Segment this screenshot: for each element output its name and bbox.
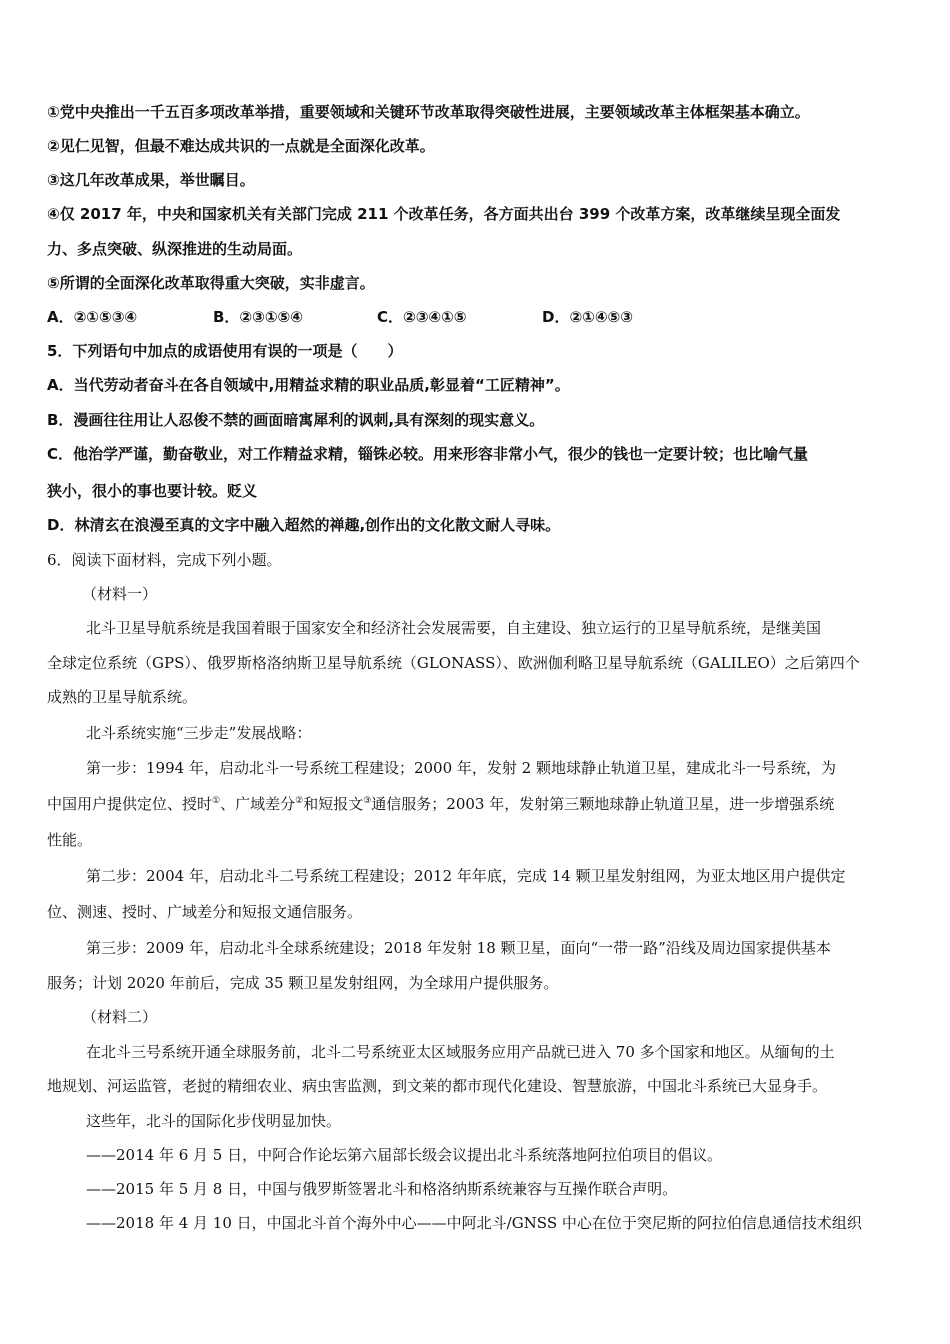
- footnote-3-marker: ③: [363, 796, 372, 806]
- q5-option-d: D．林清玄在浪漫至真的文字中融入超然的禅趣,创作出的文化散文耐人寻味。: [47, 516, 561, 534]
- m2-intl-intro: 这些年，北斗的国际化步伐明显加快。: [86, 1112, 342, 1130]
- q4-item-4: ④仅 2017 年，中央和国家机关有关部门完成 211 个改革任务，各方面共出台 399 个改革方案，改革继续呈现全面发: [47, 205, 841, 223]
- m2-event-2014: ——2014 年 6 月 5 日，中阿合作论坛第六届部长级会议提出北斗系统落地阿拉伯项目的倡议。: [86, 1146, 723, 1164]
- q5-option-b: B．漫画往往用让人忍俊不禁的画面暗寓犀利的讽刺,具有深刻的现实意义。: [47, 411, 545, 429]
- m1-paragraph-line-2: 全球定位系统（GPS）、俄罗斯格洛纳斯卫星导航系统（GLONASS）、欧洲伽利略卫星导航系统（GALILEO）之后第四个: [47, 654, 860, 672]
- q4-option-a: A．②①⑤③④: [47, 308, 138, 326]
- step1-text-b: 、广域差分: [220, 795, 296, 813]
- q4-item-5: ⑤所谓的全面深化改革取得重大突破，实非虚言。: [47, 274, 375, 292]
- material-2-label: （材料二）: [82, 1008, 158, 1026]
- step1-text-a: 中国用户提供定位、授时: [47, 795, 213, 813]
- q4-item-1: ①党中央推出一千五百多项改革举措，重要领域和关键环节改革取得突破性进展，主要领域改革主体框架基本确立。: [47, 103, 810, 121]
- q4-option-b: B．②③①⑤④: [213, 308, 303, 326]
- q4-item-4-cont: 力、多点突破、纵深推进的生动局面。: [47, 240, 303, 258]
- step2-line-2: 位、测速、授时、广域差分和短报文通信服务。: [47, 903, 363, 921]
- step1-text-c: 和短报文: [303, 795, 364, 813]
- q5-option-c-cont: 狭小，很小的事也要计较。贬义: [47, 482, 258, 500]
- material-1-label: （材料一）: [82, 585, 158, 603]
- q4-item-2: ②见仁见智，但最不难达成共识的一点就是全面深化改革。: [47, 137, 435, 155]
- q5-option-c: C．他治学严谨，勤奋敬业，对工作精益求精，锱铢必较。用来形容非常小气，很少的钱也一定要计较；也比喻气量: [47, 445, 809, 463]
- step1-line-1: 第一步：1994 年，启动北斗一号系统工程建设；2000 年，发射 2 颗地球静止轨道卫星，建成北斗一号系统，为: [86, 759, 836, 777]
- m1-paragraph-line-3: 成熟的卫星导航系统。: [47, 688, 198, 706]
- q5-stem: 5．下列语句中加点的成语使用有误的一项是（ ）: [47, 342, 403, 360]
- q4-option-d: D．②①④⑤③: [542, 308, 633, 326]
- footnote-1-marker: ①: [212, 796, 221, 806]
- m2-event-2018: ——2018 年 4 月 10 日，中国北斗首个海外中心——中阿北斗/GNSS 中心在位于突尼斯的阿拉伯信息通信技术组织: [86, 1214, 862, 1232]
- q6-stem: 6．阅读下面材料，完成下列小题。: [47, 551, 282, 569]
- q4-item-3: ③这几年改革成果，举世瞩目。: [47, 171, 255, 189]
- step1-line-3: 性能。: [47, 831, 93, 849]
- m2-paragraph-line-2: 地规划、河运监管，老挝的精细农业、病虫害监测，到文莱的都市现代化建设、智慧旅游，中国北斗系统已大显身手。: [47, 1077, 828, 1095]
- m1-strategy-intro: 北斗系统实施“三步走”发展战略：: [86, 724, 312, 742]
- q5-option-a: A．当代劳动者奋斗在各自领域中,用精益求精的职业品质,彰显着“工匠精神”。: [47, 376, 570, 394]
- m1-paragraph-line-1: 北斗卫星导航系统是我国着眼于国家安全和经济社会发展需要，自主建设、独立运行的卫星导航系统，是继美国: [86, 619, 822, 637]
- step1-line-2: [47, 793, 834, 815]
- step2-line-1: 第二步：2004 年，启动北斗二号系统工程建设；2012 年年底，完成 14 颗卫星发射组网，为亚太地区用户提供定: [86, 867, 846, 885]
- m2-paragraph-line-1: 在北斗三号系统开通全球服务前，北斗二号系统亚太区域服务应用产品就已进入 70 多个国家和地区。从缅甸的土: [86, 1043, 835, 1061]
- step3-line-1: 第三步：2009 年，启动北斗全球系统建设；2018 年发射 18 颗卫星，面向“一带一路”沿线及周边国家提供基本: [86, 939, 831, 957]
- step3-line-2: 服务；计划 2020 年前后，完成 35 颗卫星发射组网，为全球用户提供服务。: [47, 974, 559, 992]
- m2-event-2015: ——2015 年 5 月 8 日，中国与俄罗斯签署北斗和格洛纳斯系统兼容与互操作联合声明。: [86, 1180, 678, 1198]
- step1-text-d: 通信服务；2003 年，发射第三颗地球静止轨道卫星，进一步增强系统: [371, 795, 835, 813]
- q4-option-c: C．②③④①⑤: [377, 308, 467, 326]
- footnote-2-marker: ②: [295, 796, 304, 806]
